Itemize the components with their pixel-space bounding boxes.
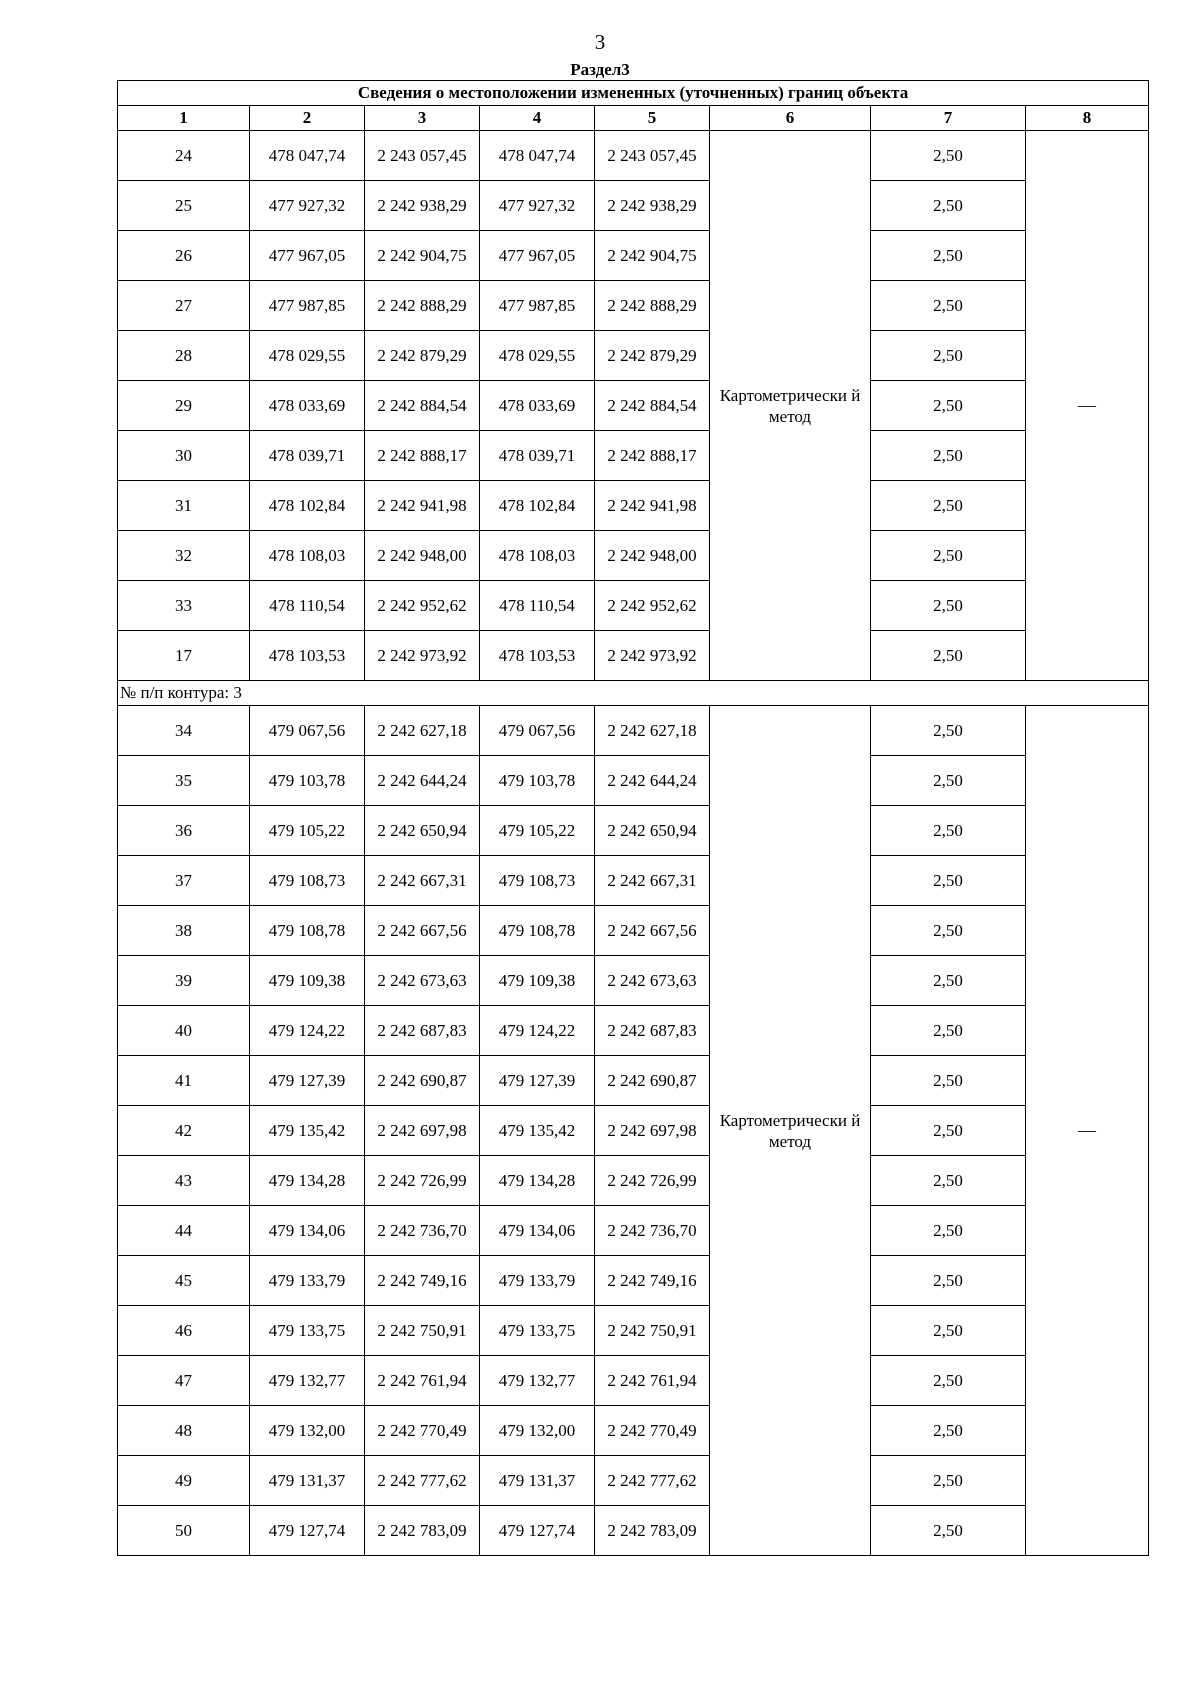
point-number-cell: 45 <box>118 1256 250 1306</box>
y-existing-cell: 2 242 687,83 <box>365 1006 480 1056</box>
table-row <box>118 856 1149 906</box>
table-row <box>118 706 1149 756</box>
x-existing-cell: 479 108,73 <box>250 856 365 906</box>
accuracy-cell: 2,50 <box>871 1106 1026 1156</box>
y-new-cell: 2 242 884,54 <box>595 381 710 431</box>
y-existing-cell: 2 242 888,29 <box>365 281 480 331</box>
accuracy-cell: 2,50 <box>871 431 1026 481</box>
x-new-cell: 479 135,42 <box>480 1106 595 1156</box>
point-number-cell: 32 <box>118 531 250 581</box>
y-new-cell: 2 242 726,99 <box>595 1156 710 1206</box>
x-new-cell: 478 110,54 <box>480 581 595 631</box>
x-new-cell: 477 967,05 <box>480 231 595 281</box>
point-number-cell: 46 <box>118 1306 250 1356</box>
y-existing-cell: 2 242 973,92 <box>365 631 480 681</box>
y-new-cell: 2 242 749,16 <box>595 1256 710 1306</box>
contour-label: № п/п контура: 3 <box>118 681 1149 706</box>
point-number-cell: 27 <box>118 281 250 331</box>
x-new-cell: 479 133,75 <box>480 1306 595 1356</box>
x-existing-cell: 479 134,28 <box>250 1156 365 1206</box>
column-header: 1 <box>118 106 250 131</box>
x-new-cell: 479 127,39 <box>480 1056 595 1106</box>
remark-cell: — <box>1026 706 1149 1556</box>
y-new-cell: 2 242 667,56 <box>595 906 710 956</box>
point-number-cell: 34 <box>118 706 250 756</box>
accuracy-cell: 2,50 <box>871 381 1026 431</box>
column-header: 5 <box>595 106 710 131</box>
contour-row <box>118 681 1149 706</box>
y-new-cell: 2 242 879,29 <box>595 331 710 381</box>
accuracy-cell: 2,50 <box>871 806 1026 856</box>
accuracy-cell: 2,50 <box>871 1256 1026 1306</box>
x-existing-cell: 479 127,39 <box>250 1056 365 1106</box>
y-new-cell: 2 242 687,83 <box>595 1006 710 1056</box>
x-existing-cell: 478 047,74 <box>250 131 365 181</box>
point-number-cell: 37 <box>118 856 250 906</box>
y-existing-cell: 2 242 952,62 <box>365 581 480 631</box>
accuracy-cell: 2,50 <box>871 481 1026 531</box>
x-existing-cell: 479 131,37 <box>250 1456 365 1506</box>
y-existing-cell: 2 242 673,63 <box>365 956 480 1006</box>
y-new-cell: 2 242 777,62 <box>595 1456 710 1506</box>
x-new-cell: 479 134,06 <box>480 1206 595 1256</box>
x-new-cell: 479 131,37 <box>480 1456 595 1506</box>
accuracy-cell: 2,50 <box>871 181 1026 231</box>
point-number-cell: 17 <box>118 631 250 681</box>
table-row <box>118 481 1149 531</box>
x-existing-cell: 479 105,22 <box>250 806 365 856</box>
remark-cell: — <box>1026 131 1149 681</box>
x-existing-cell: 479 132,00 <box>250 1406 365 1456</box>
table-row <box>118 906 1149 956</box>
table-row <box>118 1506 1149 1556</box>
table-body <box>118 81 1149 1556</box>
x-new-cell: 479 105,22 <box>480 806 595 856</box>
table-row <box>118 531 1149 581</box>
point-number-cell: 24 <box>118 131 250 181</box>
point-number-cell: 30 <box>118 431 250 481</box>
y-existing-cell: 2 242 644,24 <box>365 756 480 806</box>
y-existing-cell: 2 242 948,00 <box>365 531 480 581</box>
y-new-cell: 2 242 904,75 <box>595 231 710 281</box>
y-existing-cell: 2 242 761,94 <box>365 1356 480 1406</box>
accuracy-cell: 2,50 <box>871 1156 1026 1206</box>
point-number-cell: 28 <box>118 331 250 381</box>
table-row <box>118 131 1149 181</box>
x-new-cell: 478 108,03 <box>480 531 595 581</box>
table-row <box>118 1156 1149 1206</box>
point-number-cell: 47 <box>118 1356 250 1406</box>
accuracy-cell: 2,50 <box>871 1306 1026 1356</box>
table-row <box>118 1256 1149 1306</box>
point-number-cell: 50 <box>118 1506 250 1556</box>
table-row <box>118 956 1149 1006</box>
y-new-cell: 2 242 697,98 <box>595 1106 710 1156</box>
x-existing-cell: 479 109,38 <box>250 956 365 1006</box>
y-new-cell: 2 242 627,18 <box>595 706 710 756</box>
table-row <box>118 1056 1149 1106</box>
x-new-cell: 478 102,84 <box>480 481 595 531</box>
point-number-cell: 42 <box>118 1106 250 1156</box>
x-existing-cell: 478 103,53 <box>250 631 365 681</box>
x-new-cell: 478 039,71 <box>480 431 595 481</box>
x-existing-cell: 477 987,85 <box>250 281 365 331</box>
x-existing-cell: 479 103,78 <box>250 756 365 806</box>
point-number-cell: 29 <box>118 381 250 431</box>
y-existing-cell: 2 242 726,99 <box>365 1156 480 1206</box>
table-caption-row <box>118 81 1149 106</box>
accuracy-cell: 2,50 <box>871 581 1026 631</box>
y-existing-cell: 2 242 667,56 <box>365 906 480 956</box>
y-new-cell: 2 243 057,45 <box>595 131 710 181</box>
y-new-cell: 2 242 770,49 <box>595 1406 710 1456</box>
accuracy-cell: 2,50 <box>871 856 1026 906</box>
x-new-cell: 478 033,69 <box>480 381 595 431</box>
point-number-cell: 49 <box>118 1456 250 1506</box>
y-new-cell: 2 242 690,87 <box>595 1056 710 1106</box>
column-header: 8 <box>1026 106 1149 131</box>
page-number: 3 <box>594 30 606 54</box>
y-new-cell: 2 242 673,63 <box>595 956 710 1006</box>
accuracy-cell: 2,50 <box>871 706 1026 756</box>
x-new-cell: 478 029,55 <box>480 331 595 381</box>
accuracy-cell: 2,50 <box>871 281 1026 331</box>
x-new-cell: 477 927,32 <box>480 181 595 231</box>
coordinates-table <box>117 80 1149 1556</box>
accuracy-cell: 2,50 <box>871 906 1026 956</box>
y-existing-cell: 2 242 667,31 <box>365 856 480 906</box>
accuracy-cell: 2,50 <box>871 331 1026 381</box>
point-number-cell: 33 <box>118 581 250 631</box>
x-new-cell: 479 124,22 <box>480 1006 595 1056</box>
x-existing-cell: 478 033,69 <box>250 381 365 431</box>
x-existing-cell: 479 134,06 <box>250 1206 365 1256</box>
table-row <box>118 1406 1149 1456</box>
table-row <box>118 756 1149 806</box>
point-number-cell: 44 <box>118 1206 250 1256</box>
column-header: 3 <box>365 106 480 131</box>
table-row <box>118 1206 1149 1256</box>
accuracy-cell: 2,50 <box>871 1506 1026 1556</box>
method-cell: Картометрически й метод <box>710 131 871 681</box>
accuracy-cell: 2,50 <box>871 231 1026 281</box>
y-existing-cell: 2 242 879,29 <box>365 331 480 381</box>
table-row <box>118 331 1149 381</box>
y-new-cell: 2 242 750,91 <box>595 1306 710 1356</box>
x-existing-cell: 479 133,75 <box>250 1306 365 1356</box>
x-existing-cell: 479 124,22 <box>250 1006 365 1056</box>
accuracy-cell: 2,50 <box>871 531 1026 581</box>
x-new-cell: 478 103,53 <box>480 631 595 681</box>
point-number-cell: 31 <box>118 481 250 531</box>
x-new-cell: 477 987,85 <box>480 281 595 331</box>
y-new-cell: 2 242 667,31 <box>595 856 710 906</box>
x-existing-cell: 479 132,77 <box>250 1356 365 1406</box>
x-existing-cell: 479 133,79 <box>250 1256 365 1306</box>
table-row <box>118 431 1149 481</box>
x-existing-cell: 479 127,74 <box>250 1506 365 1556</box>
x-new-cell: 479 134,28 <box>480 1156 595 1206</box>
x-new-cell: 479 132,77 <box>480 1356 595 1406</box>
table-row <box>118 231 1149 281</box>
y-new-cell: 2 242 888,29 <box>595 281 710 331</box>
x-existing-cell: 477 927,32 <box>250 181 365 231</box>
table-row <box>118 1456 1149 1506</box>
x-existing-cell: 478 108,03 <box>250 531 365 581</box>
accuracy-cell: 2,50 <box>871 1006 1026 1056</box>
x-existing-cell: 478 102,84 <box>250 481 365 531</box>
table-row <box>118 1106 1149 1156</box>
table-row <box>118 281 1149 331</box>
y-new-cell: 2 242 952,62 <box>595 581 710 631</box>
x-new-cell: 479 108,73 <box>480 856 595 906</box>
table-row <box>118 1356 1149 1406</box>
accuracy-cell: 2,50 <box>871 756 1026 806</box>
y-existing-cell: 2 242 777,62 <box>365 1456 480 1506</box>
point-number-cell: 26 <box>118 231 250 281</box>
y-existing-cell: 2 242 770,49 <box>365 1406 480 1456</box>
x-existing-cell: 479 135,42 <box>250 1106 365 1156</box>
table-row <box>118 806 1149 856</box>
x-existing-cell: 478 029,55 <box>250 331 365 381</box>
y-existing-cell: 2 242 736,70 <box>365 1206 480 1256</box>
x-new-cell: 479 108,78 <box>480 906 595 956</box>
y-new-cell: 2 242 948,00 <box>595 531 710 581</box>
y-new-cell: 2 242 938,29 <box>595 181 710 231</box>
column-header: 7 <box>871 106 1026 131</box>
table-row <box>118 181 1149 231</box>
point-number-cell: 38 <box>118 906 250 956</box>
x-new-cell: 479 109,38 <box>480 956 595 1006</box>
y-new-cell: 2 242 650,94 <box>595 806 710 856</box>
y-existing-cell: 2 242 938,29 <box>365 181 480 231</box>
y-existing-cell: 2 243 057,45 <box>365 131 480 181</box>
x-new-cell: 478 047,74 <box>480 131 595 181</box>
column-header: 4 <box>480 106 595 131</box>
point-number-cell: 39 <box>118 956 250 1006</box>
x-new-cell: 479 127,74 <box>480 1506 595 1556</box>
table-row <box>118 1006 1149 1056</box>
x-new-cell: 479 132,00 <box>480 1406 595 1456</box>
x-new-cell: 479 133,79 <box>480 1256 595 1306</box>
table-header-row <box>118 106 1149 131</box>
y-new-cell: 2 242 736,70 <box>595 1206 710 1256</box>
x-existing-cell: 478 039,71 <box>250 431 365 481</box>
point-number-cell: 35 <box>118 756 250 806</box>
y-new-cell: 2 242 783,09 <box>595 1506 710 1556</box>
table-row <box>118 1306 1149 1356</box>
accuracy-cell: 2,50 <box>871 1206 1026 1256</box>
y-existing-cell: 2 242 627,18 <box>365 706 480 756</box>
point-number-cell: 43 <box>118 1156 250 1206</box>
y-existing-cell: 2 242 697,98 <box>365 1106 480 1156</box>
y-existing-cell: 2 242 783,09 <box>365 1506 480 1556</box>
x-new-cell: 479 103,78 <box>480 756 595 806</box>
point-number-cell: 36 <box>118 806 250 856</box>
accuracy-cell: 2,50 <box>871 1056 1026 1106</box>
point-number-cell: 40 <box>118 1006 250 1056</box>
y-existing-cell: 2 242 750,91 <box>365 1306 480 1356</box>
x-new-cell: 479 067,56 <box>480 706 595 756</box>
accuracy-cell: 2,50 <box>871 631 1026 681</box>
column-header: 2 <box>250 106 365 131</box>
y-existing-cell: 2 242 749,16 <box>365 1256 480 1306</box>
accuracy-cell: 2,50 <box>871 1456 1026 1506</box>
table-row <box>118 631 1149 681</box>
y-existing-cell: 2 242 650,94 <box>365 806 480 856</box>
x-existing-cell: 479 108,78 <box>250 906 365 956</box>
method-cell: Картометрически й метод <box>710 706 871 1556</box>
table-row <box>118 381 1149 431</box>
table-row <box>118 581 1149 631</box>
accuracy-cell: 2,50 <box>871 956 1026 1006</box>
x-existing-cell: 477 967,05 <box>250 231 365 281</box>
column-header: 6 <box>710 106 871 131</box>
point-number-cell: 48 <box>118 1406 250 1456</box>
accuracy-cell: 2,50 <box>871 131 1026 181</box>
y-new-cell: 2 242 888,17 <box>595 431 710 481</box>
y-new-cell: 2 242 761,94 <box>595 1356 710 1406</box>
y-existing-cell: 2 242 690,87 <box>365 1056 480 1106</box>
accuracy-cell: 2,50 <box>871 1406 1026 1456</box>
x-existing-cell: 479 067,56 <box>250 706 365 756</box>
section-title: Раздел3 <box>570 60 630 79</box>
table-caption: Сведения о местоположении измененных (уточненных) границ объекта <box>118 81 1149 106</box>
y-new-cell: 2 242 644,24 <box>595 756 710 806</box>
accuracy-cell: 2,50 <box>871 1356 1026 1406</box>
y-existing-cell: 2 242 884,54 <box>365 381 480 431</box>
point-number-cell: 41 <box>118 1056 250 1106</box>
x-existing-cell: 478 110,54 <box>250 581 365 631</box>
y-new-cell: 2 242 973,92 <box>595 631 710 681</box>
y-existing-cell: 2 242 904,75 <box>365 231 480 281</box>
y-new-cell: 2 242 941,98 <box>595 481 710 531</box>
point-number-cell: 25 <box>118 181 250 231</box>
y-existing-cell: 2 242 941,98 <box>365 481 480 531</box>
y-existing-cell: 2 242 888,17 <box>365 431 480 481</box>
